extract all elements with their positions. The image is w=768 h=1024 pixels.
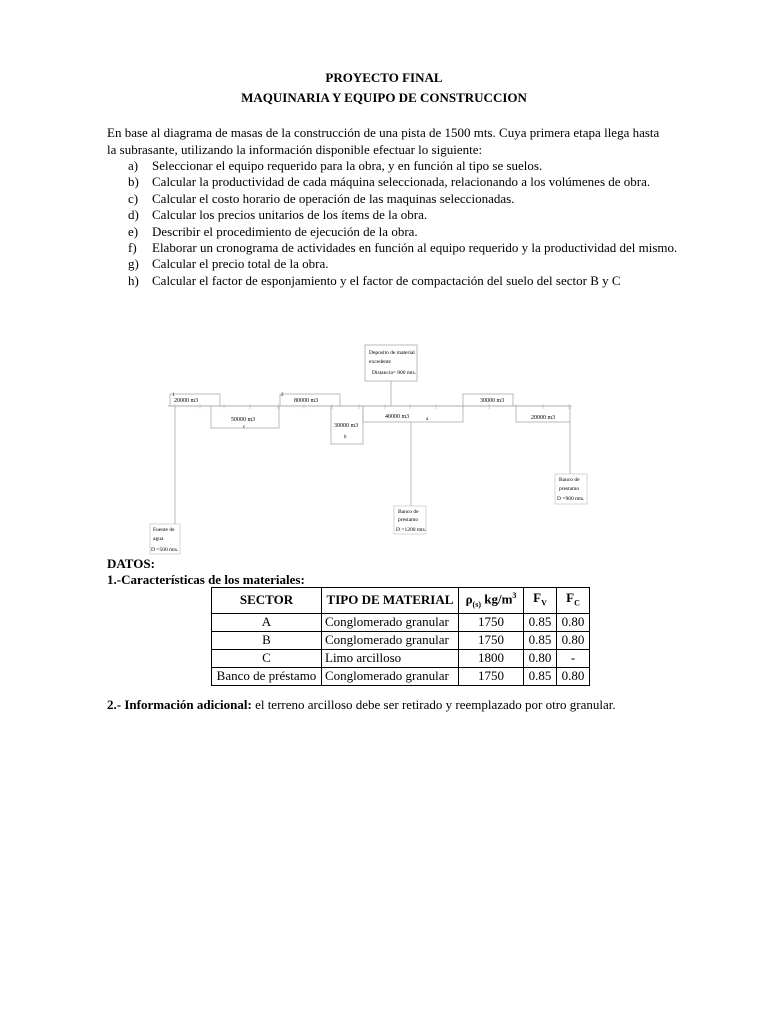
col-sector: SECTOR (212, 588, 322, 614)
rho-symbol: ρ (465, 591, 473, 607)
table-row (212, 649, 590, 667)
task-letter: f) (128, 240, 137, 256)
cell-sector: Banco de préstamo (212, 667, 322, 685)
task-letter: b) (128, 174, 139, 190)
task-text: Seleccionar el equipo requerido para la obra, y en función al tipo se suelos. (152, 158, 543, 173)
bank-right-line2: prestamo (559, 486, 580, 492)
cell-fc: 0.80 (557, 667, 590, 685)
cell-tipo: Conglomerado granular (322, 667, 459, 685)
materials-subheading: 1.-Características de los materiales: (107, 572, 305, 587)
task-item (128, 158, 677, 174)
bank-right-line3: D =900 mts. (557, 496, 585, 502)
task-item (128, 256, 677, 272)
task-item (128, 273, 677, 289)
additional-info-label: 2.- Información adicional: (107, 697, 252, 712)
label-1: 1 (172, 393, 175, 398)
cell-density: 1750 (459, 667, 524, 685)
label-a: a (426, 417, 429, 422)
task-text: Calcular el factor de esponjamiento y el factor de compactación del suelo del sector B y C (152, 272, 621, 288)
task-letter: a) (128, 158, 139, 173)
cell-fc: - (557, 649, 590, 667)
task-text: Elaborar un cronograma de actividades en función al equipo requerido y la productividad del mismo. (152, 240, 678, 256)
vol-30000-upper: 30000 m3 (480, 398, 505, 404)
task-letter: c) (128, 190, 139, 206)
deposit-label-line1: Deposito de material (369, 350, 415, 356)
deposit-label-line2: excedente (369, 359, 391, 365)
task-letter: h) (128, 272, 139, 288)
cell-fc: 0.80 (557, 631, 590, 649)
cell-density: 1750 (459, 613, 524, 631)
task-item (128, 207, 677, 223)
materials-table (211, 587, 590, 686)
table-header-row (212, 588, 590, 614)
task-item (128, 240, 677, 256)
vol-40000: 40000 m3 (385, 414, 410, 420)
cell-density: 1750 (459, 631, 524, 649)
document-title: PROYECTO FINAL (325, 70, 443, 85)
task-text: Describir el procedimiento de ejecución de la obra. (152, 223, 418, 239)
table-row (212, 613, 590, 631)
cell-tipo: Limo arcilloso (322, 649, 459, 667)
label-2: 2 (281, 393, 284, 398)
mass-diagram (0, 330, 768, 560)
task-letter: d) (128, 207, 139, 223)
water-line3: D =500 mts. (151, 547, 179, 553)
col-fv (524, 588, 557, 614)
deposit-label-line3: Distancia= 800 mts. (372, 370, 417, 376)
label-b: b (344, 435, 347, 440)
bank-center-line3: D =1200 mts. (396, 527, 427, 533)
bank-center-line1: Banco de (398, 509, 419, 515)
table-row (212, 667, 590, 685)
water-line1: Fuente de (153, 527, 175, 533)
rho-sub: (s) (472, 599, 481, 609)
cell-sector: C (212, 649, 322, 667)
additional-info-text: el terreno arcilloso debe ser retirado y reemplazado por otro granular. (251, 697, 616, 712)
cell-fv: 0.85 (524, 613, 557, 631)
vol-20000-left: 20000 m3 (174, 398, 199, 404)
rho-unit: kg/m (481, 591, 513, 607)
cell-sector: B (212, 631, 322, 649)
task-item (128, 174, 677, 190)
cell-fv: 0.80 (524, 649, 557, 667)
cell-fc: 0.80 (557, 613, 590, 631)
task-text: Calcular la productividad de cada máquina seleccionada, relacionando a los volúmenes de obra. (152, 174, 651, 190)
fv-symbol: F (533, 589, 542, 605)
datos-heading: DATOS: (107, 556, 155, 571)
intro-paragraph: En base al diagrama de masas de la construcción de una pista de 1500 mts. Cuya primera etapa llega hasta la subrasante, utilizando la información disponible efectuar lo siguiente: (107, 125, 660, 157)
additional-info (107, 697, 616, 713)
fc-symbol: F (566, 589, 575, 605)
col-fc (557, 588, 590, 614)
task-item (128, 224, 677, 240)
vol-80000: 80000 m3 (294, 398, 319, 404)
cell-sector: A (212, 613, 322, 631)
cell-fv: 0.85 (524, 667, 557, 685)
fc-sub: C (574, 598, 580, 608)
task-text: Calcular el costo horario de operación de las maquinas seleccionadas. (152, 190, 515, 206)
bank-right-line1: Banco de (559, 477, 580, 483)
task-text: Calcular los precios unitarios de los ítems de la obra. (152, 207, 428, 223)
bank-center-line2: prestamo (398, 517, 419, 523)
document-subtitle: MAQUINARIA Y EQUIPO DE CONSTRUCCION (241, 90, 527, 105)
task-item (128, 191, 677, 207)
task-text: Calcular el precio total de la obra. (152, 256, 329, 272)
fv-sub: V (541, 598, 547, 608)
baseline-ticks (175, 404, 569, 409)
cell-density: 1800 (459, 649, 524, 667)
water-line2: agua (153, 536, 164, 542)
task-letter: e) (128, 223, 139, 239)
rho-sup: 3 (512, 591, 517, 600)
table-row (212, 631, 590, 649)
cell-tipo: Conglomerado granular (322, 613, 459, 631)
task-list (128, 158, 677, 289)
label-c: c (243, 425, 246, 430)
cut-40000 (363, 406, 463, 422)
vol-30000-lower: 30000 m3 (334, 423, 359, 429)
vol-20000-right: 20000 m3 (531, 415, 556, 421)
col-tipo: TIPO DE MATERIAL (322, 588, 459, 614)
cell-fv: 0.85 (524, 631, 557, 649)
vol-50000: 50000 m3 (231, 417, 256, 423)
cell-tipo: Conglomerado granular (322, 631, 459, 649)
task-letter: g) (128, 256, 139, 272)
col-density (459, 588, 524, 614)
